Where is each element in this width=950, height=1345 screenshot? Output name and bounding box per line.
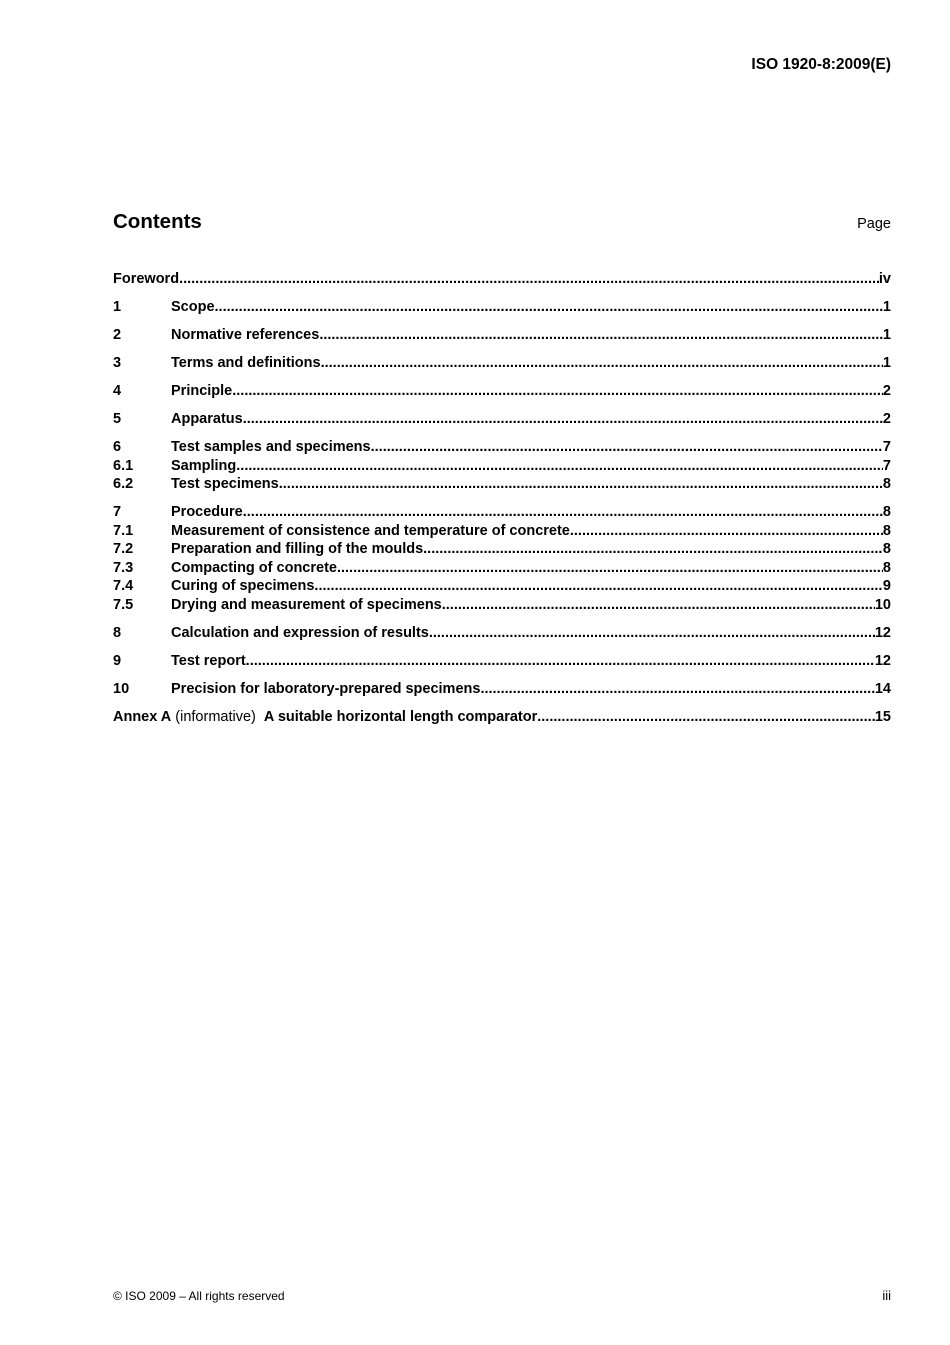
toc-leader-dots: [246, 652, 875, 671]
toc-entry-number: 10: [113, 680, 130, 697]
toc-entry-page: iv: [878, 271, 891, 287]
toc-leader-dots: [442, 596, 875, 615]
toc-entry-page: 12: [874, 624, 891, 641]
toc-entry[interactable]: [113, 503, 891, 522]
table-of-contents: [113, 270, 891, 726]
toc-entry[interactable]: [113, 410, 891, 429]
toc-entry-number: 7.1: [113, 522, 134, 539]
toc-entry-annex-a[interactable]: [113, 708, 891, 727]
toc-entry-page: 15: [874, 708, 891, 725]
toc-entry-number: 3: [113, 355, 122, 371]
toc-entry-title: Precision for laboratory-prepared specimens: [171, 680, 481, 697]
toc-entry[interactable]: [113, 438, 891, 457]
toc-leader-dots: [215, 298, 883, 317]
toc-entry-number: 6: [113, 439, 122, 455]
toc-entry-title: Test samples and specimens: [171, 439, 371, 455]
toc-entry-number: 1: [113, 299, 122, 315]
toc-entry-number: 7.5: [113, 596, 134, 613]
toc-entry-number: 7.4: [113, 578, 134, 594]
toc-entry-number: 2: [113, 327, 122, 343]
toc-entry[interactable]: [113, 475, 891, 494]
toc-entry-number: 7.3: [113, 559, 134, 576]
annex-title: A suitable horizontal length comparator: [263, 708, 538, 725]
toc-entry[interactable]: [113, 298, 891, 317]
toc-entry-title: Normative references: [171, 327, 320, 343]
toc-entry-number: 8: [113, 624, 122, 641]
toc-entry[interactable]: [113, 326, 891, 345]
toc-entry-foreword[interactable]: [113, 270, 891, 289]
toc-entry-title: Sampling: [171, 457, 237, 474]
toc-entry[interactable]: [113, 596, 891, 615]
toc-leader-dots: [236, 457, 883, 476]
toc-entry-number: 6.1: [113, 457, 134, 474]
toc-leader-dots: [179, 270, 879, 289]
toc-leader-dots: [570, 522, 883, 541]
toc-entry-title: Test report: [171, 652, 246, 669]
toc-entry-page: 8: [882, 559, 891, 576]
page-column-label: Page: [857, 216, 891, 232]
toc-leader-dots: [243, 410, 883, 429]
toc-leader-dots: [537, 708, 875, 727]
toc-entry-page: 9: [882, 578, 891, 594]
toc-entry-page: 8: [882, 476, 891, 492]
toc-entry-number: 4: [113, 383, 122, 399]
toc-entry-title: Foreword: [113, 271, 180, 287]
toc-entry[interactable]: [113, 540, 891, 559]
toc-leader-dots: [314, 577, 883, 596]
toc-entry-number: 7.2: [113, 541, 134, 557]
toc-entry[interactable]: [113, 382, 891, 401]
page-number: iii: [882, 1288, 891, 1303]
toc-leader-dots: [232, 382, 883, 401]
annex-type: (informative): [175, 708, 256, 725]
toc-entry-title: Terms and definitions: [171, 355, 321, 371]
toc-entry-page: 1: [882, 327, 891, 343]
toc-entry-title: Drying and measurement of specimens: [171, 596, 442, 613]
toc-entry-page: 2: [882, 411, 891, 427]
toc-entry-page: 8: [882, 541, 891, 557]
toc-entry-number: 9: [113, 652, 122, 669]
toc-leader-dots: [243, 503, 883, 522]
toc-entry-title: Scope: [171, 299, 215, 315]
toc-entry-title: Test specimens: [171, 476, 279, 492]
toc-entry-title: Calculation and expression of results: [171, 624, 429, 641]
toc-entry-page: 2: [882, 383, 891, 399]
toc-entry-page: 8: [882, 522, 891, 539]
toc-entry[interactable]: [113, 624, 891, 643]
toc-entry-page: 1: [882, 355, 891, 371]
toc-entry[interactable]: [113, 559, 891, 578]
toc-entry[interactable]: [113, 577, 891, 596]
toc-entry-number: 5: [113, 411, 122, 427]
toc-entry-page: 12: [874, 652, 891, 669]
toc-entry-title: Curing of specimens: [171, 578, 315, 594]
toc-entry-title: Apparatus: [171, 411, 243, 427]
toc-entry-page: 14: [874, 680, 891, 697]
toc-entry-title: Preparation and filling of the moulds: [171, 541, 424, 557]
toc-leader-dots: [321, 354, 883, 373]
toc-entry-title: Measurement of consistence and temperature of concrete: [171, 522, 570, 539]
toc-entry-number: 7: [113, 504, 122, 520]
toc-leader-dots: [279, 475, 883, 494]
toc-entry-page: 10: [874, 596, 891, 613]
toc-leader-dots: [429, 624, 875, 643]
annex-label: Annex A: [113, 708, 172, 725]
document-id: ISO 1920-8:2009(E): [751, 56, 891, 73]
toc-leader-dots: [337, 559, 883, 578]
toc-entry-page: 7: [882, 439, 891, 455]
toc-entry-title: Principle: [171, 383, 233, 399]
toc-leader-dots: [319, 326, 883, 345]
toc-entry-number: 6.2: [113, 476, 134, 492]
toc-leader-dots: [480, 680, 874, 699]
toc-entry[interactable]: [113, 680, 891, 699]
toc-entry[interactable]: [113, 354, 891, 373]
toc-entry[interactable]: [113, 652, 891, 671]
toc-entry[interactable]: [113, 522, 891, 541]
toc-leader-dots: [371, 438, 883, 457]
toc-entry[interactable]: [113, 457, 891, 476]
toc-leader-dots: [423, 540, 883, 559]
contents-heading: Contents: [113, 210, 202, 233]
toc-entry-page: 7: [882, 457, 891, 474]
copyright-notice: © ISO 2009 – All rights reserved: [113, 1289, 285, 1303]
toc-entry-page: 8: [882, 504, 891, 520]
toc-entry-title: Compacting of concrete: [171, 559, 337, 576]
toc-entry-page: 1: [882, 299, 891, 315]
toc-entry-title: Procedure: [171, 504, 243, 520]
